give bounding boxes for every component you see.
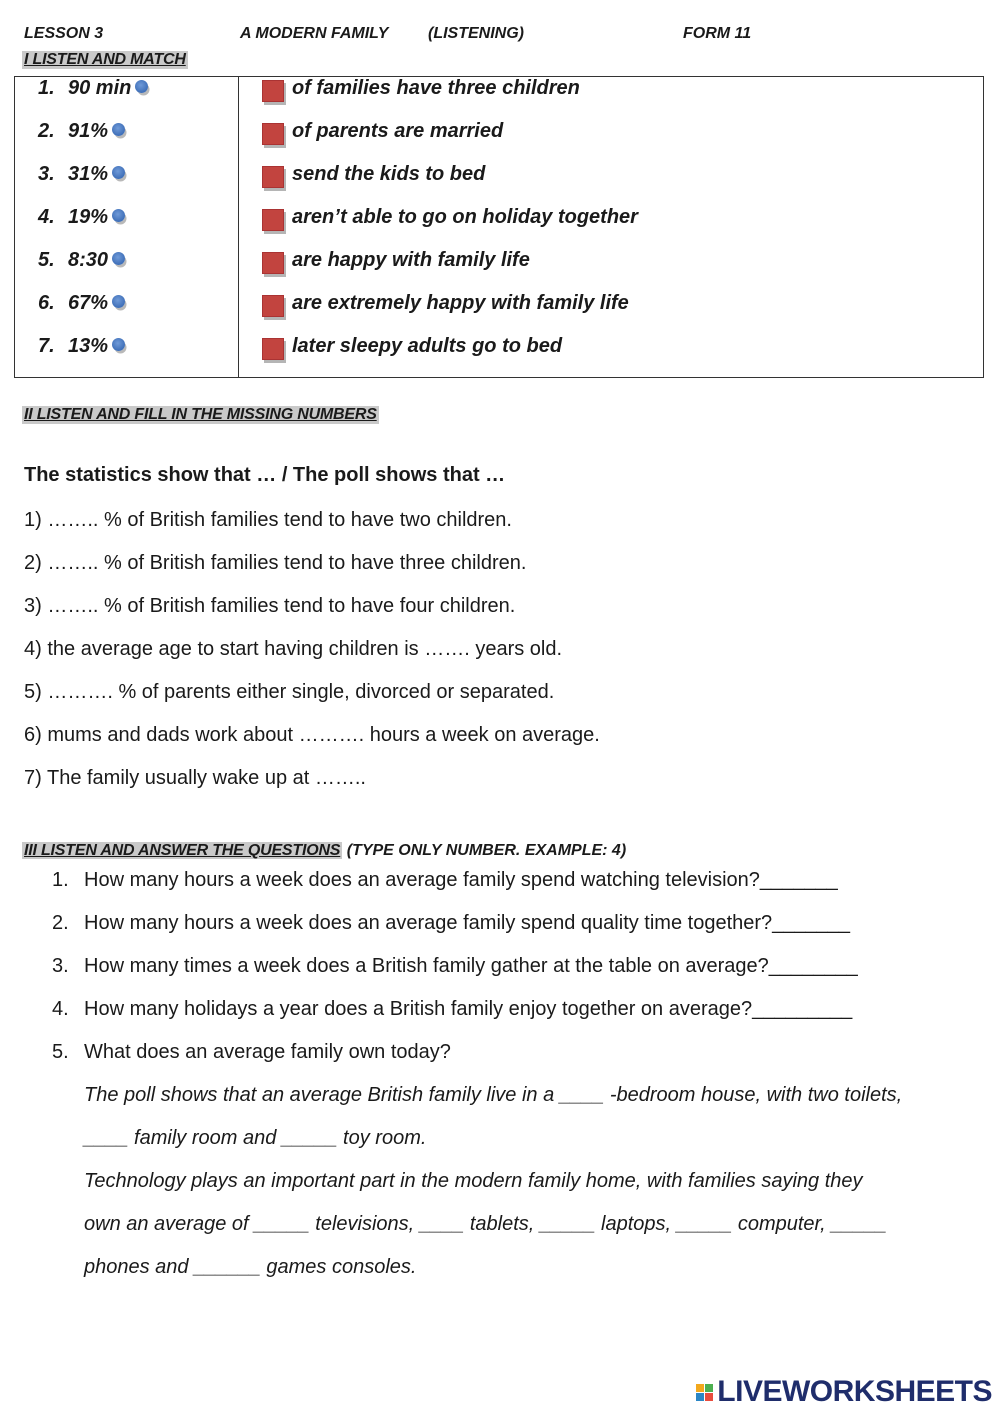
match-number: 4.: [38, 206, 55, 228]
match-value: 19%: [68, 206, 125, 229]
question-number: 3.: [52, 955, 69, 977]
paragraph-line: The poll shows that an average British family live in a ____ -bedroom house, with two toilets,: [84, 1084, 903, 1106]
match-target-text: send the kids to bed: [292, 163, 486, 185]
match-target-box[interactable]: [262, 295, 284, 317]
section2-title: II LISTEN AND FILL IN THE MISSING NUMBERS: [24, 406, 377, 423]
question-number: 1.: [52, 869, 69, 891]
logo-text: LIVEWORKSHEETS: [717, 1375, 992, 1408]
match-value: 8:30: [68, 249, 125, 272]
worksheet-type: (LISTENING): [428, 25, 524, 42]
match-target-box[interactable]: [262, 80, 284, 102]
question-item: [52, 869, 838, 892]
match-target-text: of parents are married: [292, 120, 504, 142]
fill-item: 2) …….. % of British families tend to have three children.: [24, 552, 527, 574]
match-value: 90 min: [68, 77, 148, 100]
paragraph-line: Technology plays an important part in the modern family home, with families saying they: [84, 1170, 863, 1192]
match-dot-icon[interactable]: [112, 295, 125, 308]
match-value: 31%: [68, 163, 125, 186]
question-number: 4.: [52, 998, 69, 1020]
match-dot-icon[interactable]: [112, 338, 125, 351]
question-number: 5.: [52, 1041, 69, 1063]
question-item: [52, 912, 850, 935]
match-dot-icon[interactable]: [112, 123, 125, 136]
match-value: 13%: [68, 335, 125, 358]
match-target-text: later sleepy adults go to bed: [292, 335, 563, 357]
match-target-box[interactable]: [262, 338, 284, 360]
paragraph-line: phones and ______ games consoles.: [84, 1256, 417, 1278]
question-item: [52, 998, 852, 1021]
match-target-box[interactable]: [262, 209, 284, 231]
fill-item: 4) the average age to start having children is ……. years old.: [24, 638, 563, 660]
match-target-text: aren’t able to go on holiday together: [292, 206, 638, 228]
question-text: What does an average family own today?: [84, 1041, 451, 1063]
logo-mark-icon: [696, 1384, 713, 1401]
question-text: How many hours a week does an average family spend watching television?_______: [84, 869, 838, 891]
paragraph-line: own an average of _____ televisions, ____ tablets, _____ laptops, _____ computer, _____: [84, 1213, 887, 1235]
fill-item: 1) …….. % of British families tend to have two children.: [24, 509, 512, 531]
section2-intro: The statistics show that … / The poll shows that …: [24, 464, 506, 486]
match-number: 5.: [38, 249, 55, 271]
match-number: 3.: [38, 163, 55, 185]
match-dot-icon[interactable]: [112, 252, 125, 265]
match-target-box[interactable]: [262, 252, 284, 274]
fill-item: 6) mums and dads work about ………. hours a week on average.: [24, 724, 600, 746]
match-dot-icon[interactable]: [112, 166, 125, 179]
fill-item: 7) The family usually wake up at ……..: [24, 767, 366, 789]
section1-title: I LISTEN AND MATCH: [24, 51, 186, 68]
question-item: [52, 1041, 451, 1064]
question-number: 2.: [52, 912, 69, 934]
match-number: 7.: [38, 335, 55, 357]
form-label: FORM 11: [683, 25, 752, 42]
match-target-text: are happy with family life: [292, 249, 530, 271]
lesson-label: LESSON 3: [24, 25, 104, 42]
match-target-text: of families have three children: [292, 77, 580, 99]
question-text: How many times a week does a British family gather at the table on average?________: [84, 955, 858, 977]
match-dot-icon[interactable]: [112, 209, 125, 222]
paragraph-line: ____ family room and _____ toy room.: [84, 1127, 427, 1149]
match-target-box[interactable]: [262, 166, 284, 188]
question-text: How many hours a week does an average family spend quality time together?_______: [84, 912, 851, 934]
match-number: 2.: [38, 120, 55, 142]
match-target-text: are extremely happy with family life: [292, 292, 629, 314]
section3-header: [22, 842, 626, 860]
worksheet-title: A MODERN FAMILY: [240, 25, 389, 42]
match-number: 6.: [38, 292, 55, 314]
match-number: 1.: [38, 77, 55, 99]
fill-item: 3) …….. % of British families tend to have four children.: [24, 595, 516, 617]
match-value: 67%: [68, 292, 125, 315]
question-item: [52, 955, 858, 978]
match-target-box[interactable]: [262, 123, 284, 145]
liveworksheets-logo: [696, 1375, 992, 1409]
section3-note: (TYPE ONLY NUMBER. EXAMPLE: 4): [342, 842, 627, 859]
match-value: 91%: [68, 120, 125, 143]
fill-item: 5) ………. % of parents either single, divorced or separated.: [24, 681, 555, 703]
match-dot-icon[interactable]: [135, 80, 148, 93]
question-text: How many holidays a year does a British family enjoy together on average?_________: [84, 998, 853, 1020]
section3-title: III LISTEN AND ANSWER THE QUESTIONS: [24, 842, 341, 859]
table-divider: [238, 77, 239, 377]
